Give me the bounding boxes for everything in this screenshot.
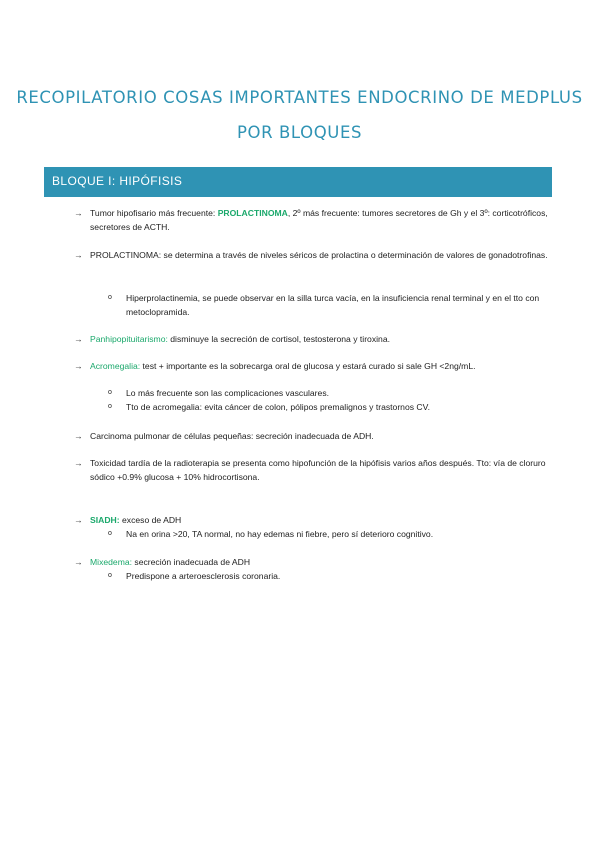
sub-item-text: Na en orina >20, TA normal, no hay edemas ni fiebre, pero sí deterioro cognitivo. [126, 529, 434, 539]
item-text: Toxicidad tardía de la radioterapia se presenta como hipofunción de la hipófisis varios años después. Tto: vía de cloruro sódico +0.9% glucosa + 10% hidrocortisona. [90, 458, 546, 482]
item-text: , 2º más frecuente: tumores secretores de Gh y el 3º: corticotróficos, secretores de ACTH. [90, 208, 548, 232]
arrow-icon: → [74, 250, 83, 260]
section-header-label: BLOQUE I: HIPÓFISIS [52, 174, 183, 188]
bullet-icon: o [108, 294, 112, 301]
item-text: disminuye la secreción de cortisol, testosterona y tiroxina. [167, 334, 390, 344]
arrow-icon: → [74, 557, 83, 567]
arrow-icon: → [74, 458, 83, 468]
highlight-term: Mixedema: [90, 557, 133, 567]
section-header-banner [44, 167, 552, 197]
item-text: test + importante es la sobrecarga oral de glucosa y estará curado si sale GH <2ng/mL. [140, 361, 476, 371]
item-text: exceso de ADH [119, 515, 182, 525]
document-title-line-1: RECOPILATORIO COSAS IMPORTANTES ENDOCRINO DE MEDPLUS [16, 88, 583, 107]
highlight-term: SIADH: [90, 515, 120, 525]
bullet-icon: o [108, 389, 112, 396]
arrow-icon: → [74, 208, 83, 218]
highlight-term: Panhipopituitarismo: [90, 334, 168, 344]
item-text: PROLACTINOMA: se determina a través de niveles séricos de prolactina o determinación de valores de gonadotrofinas. [90, 250, 548, 260]
arrow-icon: → [74, 515, 83, 525]
item-text: Tumor hipofisario más frecuente: [90, 208, 218, 218]
highlight-term: PROLACTINOMA [217, 208, 288, 218]
arrow-icon: → [74, 334, 83, 344]
bullet-icon: o [108, 572, 112, 579]
arrow-icon: → [74, 361, 83, 371]
bullet-icon: o [108, 530, 112, 537]
item-text: Carcinoma pulmonar de células pequeñas: secreción inadecuada de ADH. [90, 431, 374, 441]
sub-item-text: Predispone a arteroesclerosis coronaria. [126, 571, 281, 581]
sub-item-text: Lo más frecuente son las complicaciones vasculares. [126, 388, 330, 398]
bullet-icon: o [108, 403, 112, 410]
sub-item-text: Hiperprolactinemia, se puede observar en la silla turca vacía, en la insuficiencia renal terminal y en el tto con metoclopramida. [126, 293, 540, 317]
highlight-term: Acromegalia: [90, 361, 141, 371]
arrow-icon: → [74, 431, 83, 441]
item-text: secreción inadecuada de ADH [132, 557, 251, 567]
sub-item-text: Tto de acromegalia: evita cáncer de colon, pólipos premalignos y trastornos CV. [126, 402, 430, 412]
document-title-line-2: POR BLOQUES [236, 123, 363, 142]
